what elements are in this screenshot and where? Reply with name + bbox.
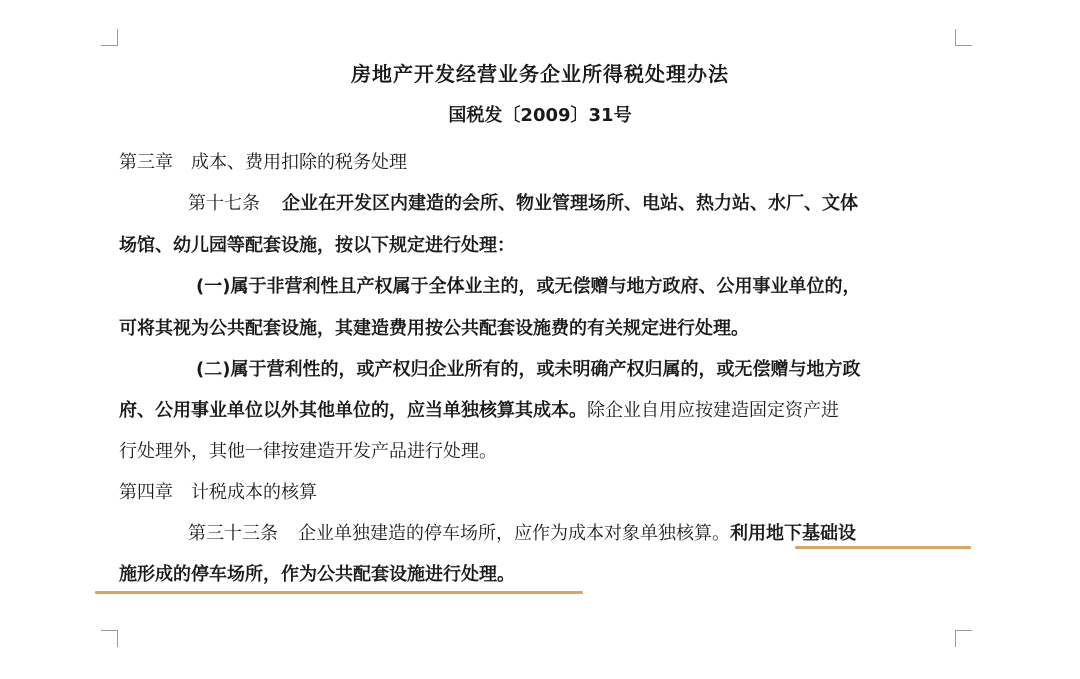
item-2-line-3: 行处理外，其他一律按建造开发产品进行处理。 [119,441,497,462]
chapter-4-heading: 第四章 计税成本的核算 [119,482,317,503]
item-2-line-2-bold: 府、公用事业单位以外其他单位的，应当单独核算其成本。 [119,400,587,421]
item-1-line-2: 可将其视为公共配套设施，其建造费用按公共配套设施费的有关规定进行处理。 [119,318,749,339]
article-33-line-1 [188,522,856,546]
item-2-line-1: (二)属于营利性的，或产权归企业所有的，或未明确产权归属的，或无偿赠与地方政 [196,359,861,380]
article-17-line-2: 场馆、幼儿园等配套设施，按以下规定进行处理： [119,235,515,256]
document-number: 国税发〔2009〕31号 [448,105,632,126]
highlight-underline-1 [795,546,971,549]
article-33-label: 第三十三条 [188,523,278,544]
article-17-text-1: 企业在开发区内建造的会所、物业管理场所、电站、热力站、水厂、文体 [282,193,858,214]
page-corner-mark-top-left [101,29,118,46]
item-2-line-2 [119,399,839,423]
article-33-bold-1: 利用地下基础设 [730,523,856,544]
page-corner-mark-bottom-left [101,630,118,647]
item-1-line-1: (一)属于非营利性且产权属于全体业主的，或无偿赠与地方政府、公用事业单位的， [196,276,861,297]
article-33-line-2: 施形成的停车场所，作为公共配套设施进行处理。 [119,564,515,585]
article-33-text: 企业单独建造的停车场所，应作为成本对象单独核算。 [298,523,730,544]
item-2-line-2-normal: 除企业自用应按建造固定资产进 [587,400,839,421]
page-corner-mark-bottom-right [955,630,972,647]
article-17-line-1 [188,192,858,216]
chapter-3-heading: 第三章 成本、费用扣除的税务处理 [119,152,407,173]
page-corner-mark-top-right [955,29,972,46]
article-17-label: 第十七条 [188,193,260,214]
highlight-underline-2 [95,591,583,594]
document-title: 房地产开发经营业务企业所得税处理办法 [351,62,729,86]
